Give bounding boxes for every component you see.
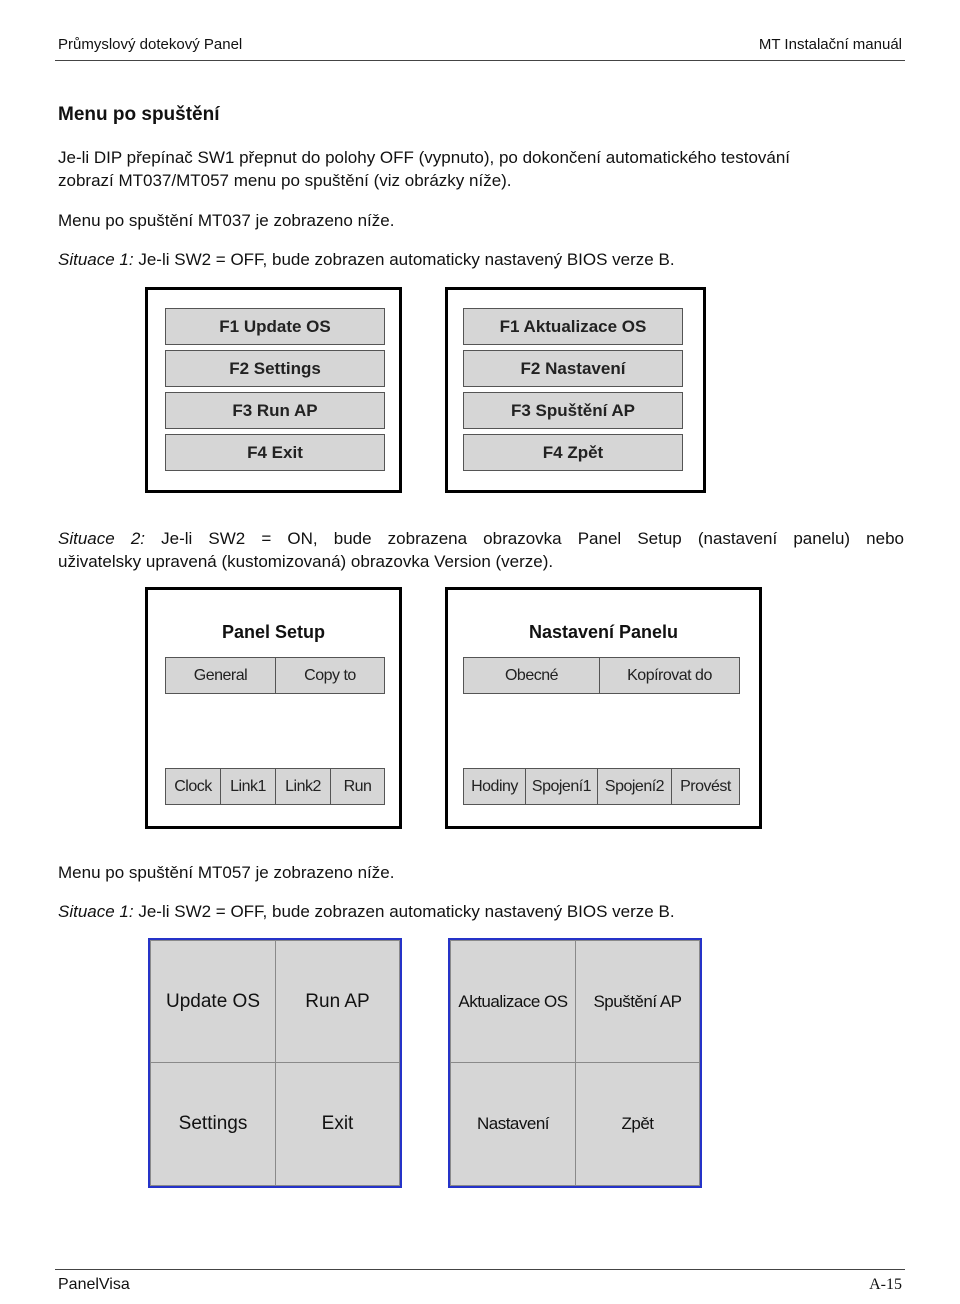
exit-button[interactable]: Exit [275,1062,400,1186]
situation-1-mt057 [58,900,904,923]
header-rule [55,60,905,61]
zpet-button[interactable]: Zpět [575,1062,700,1186]
update-os-button[interactable]: F1 Update OS [165,308,385,345]
panel-top-tabs-cz [463,657,740,694]
panel-setup-en [145,587,402,829]
section-title: Menu po spuštění [58,104,220,125]
mt057-note: Menu po spuštění MT057 je zobrazeno níže. [58,863,395,882]
panel-setup-title: Panel Setup [221,622,326,642]
tab-link2[interactable]: Link2 [275,768,331,805]
footer-rule [55,1269,905,1270]
settings-button[interactable]: Settings [150,1062,276,1186]
situation-text: Je-li SW2 = OFF, bude zobrazen automaticky nastavený BIOS verze B. [133,250,675,269]
zpet-button[interactable]: F4 Zpět [463,434,683,471]
mt057-grid-cz [448,938,702,1188]
aktualizace-os-button[interactable]: F1 Aktualizace OS [463,308,683,345]
panel-bottom-tabs-cz [463,768,740,805]
tab-provest[interactable]: Provést [671,768,740,805]
spusteni-ap-button[interactable]: F3 Spuštění AP [463,392,683,429]
nastaveni-button[interactable]: Nastavení [450,1062,576,1186]
spusteni-ap-button[interactable]: Spuštění AP [575,940,700,1063]
update-os-button[interactable]: Update OS [150,940,276,1063]
panel-top-tabs [165,657,385,694]
situation-2-line-2: uživatelsky upravená (kustomizovaná) obrazovka Version (verze). [58,552,554,571]
footer-product: PanelVisa [58,1276,130,1293]
intro-line-1: Je-li DIP přepínač SW1 přepnut do polohy OFF (vypnuto), po dokončení automatického testování [58,148,791,167]
situation-text: Je-li SW2 = ON, bude zobrazena obrazovka Panel Setup (nastavení panelu) nebo [145,529,904,548]
aktualizace-os-button[interactable]: Aktualizace OS [450,940,576,1063]
intro-paragraph [58,146,904,192]
intro-line-2: zobrazí MT037/MT057 menu po spuštění (viz obrázky níže). [58,171,512,190]
tab-general[interactable]: General [165,657,276,694]
panel-setup-title-cz: Nastavení Panelu [528,622,679,642]
tab-hodiny[interactable]: Hodiny [463,768,526,805]
tab-kopirovat-do[interactable]: Kopírovat do [599,657,740,694]
mt037-menu-cz [445,287,706,493]
header-manual-title: MT Instalační manuál [758,36,902,53]
panel-setup-cz [445,587,762,829]
tab-run[interactable]: Run [330,768,385,805]
panel-bottom-tabs [165,768,385,805]
nastaveni-button[interactable]: F2 Nastavení [463,350,683,387]
tab-copy-to[interactable]: Copy to [275,657,385,694]
situation-2-line-1 [58,527,904,550]
situation-label: Situace 2: [58,529,145,548]
tab-link1[interactable]: Link1 [220,768,276,805]
settings-button[interactable]: F2 Settings [165,350,385,387]
page-number: A-15 [869,1276,902,1293]
mt057-grid-en [148,938,402,1188]
situation-text: Je-li SW2 = OFF, bude zobrazen automaticky nastavený BIOS verze B. [133,902,675,921]
exit-button[interactable]: F4 Exit [165,434,385,471]
mt037-note: Menu po spuštění MT037 je zobrazeno níže. [58,211,395,230]
header-doc-title: Průmyslový dotekový Panel [58,36,243,53]
situation-label: Situace 1: [58,902,134,921]
mt037-menu-en [145,287,402,493]
tab-obecne[interactable]: Obecné [463,657,600,694]
situation-2 [58,527,904,573]
run-ap-button[interactable]: Run AP [275,940,400,1063]
tab-clock[interactable]: Clock [165,768,221,805]
situation-label: Situace 1: [58,250,134,269]
run-ap-button[interactable]: F3 Run AP [165,392,385,429]
tab-spojeni1[interactable]: Spojení1 [525,768,598,805]
situation-1-mt037 [58,248,904,271]
tab-spojeni2[interactable]: Spojení2 [597,768,672,805]
